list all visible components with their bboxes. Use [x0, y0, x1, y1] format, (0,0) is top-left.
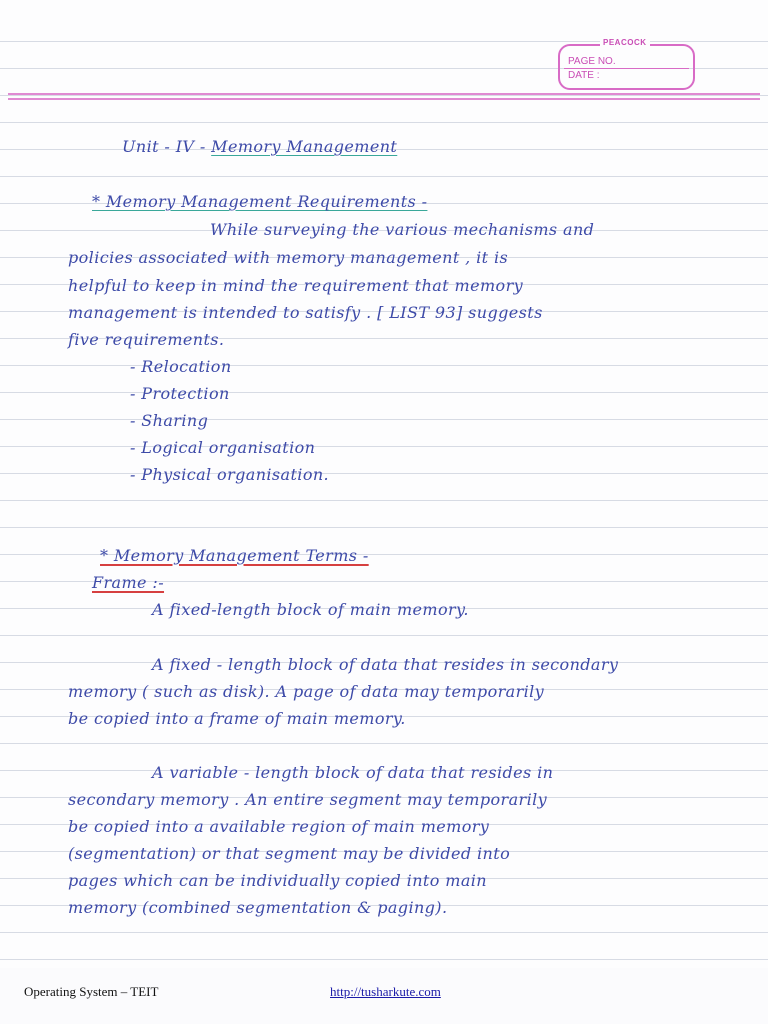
stamp-page-no: PAGE NO. [568, 56, 616, 67]
paragraph-line: be copied into a frame of main memory. [68, 709, 406, 728]
stamp-date: DATE : [568, 70, 600, 81]
unit-prefix: Unit - IV - [122, 137, 212, 156]
paragraph-line: management is intended to satisfy . [ LIST 93] suggests [68, 303, 543, 322]
header-rule-top [8, 93, 760, 95]
paragraph-line: memory ( such as disk). A page of data may temporarily [68, 682, 545, 701]
list-item: - Protection [130, 384, 230, 403]
paragraph-line: A variable - length block of data that resides in [152, 763, 554, 782]
paragraph-line: memory (combined segmentation & paging). [68, 898, 448, 917]
paragraph-line: A fixed - length block of data that resides in secondary [152, 655, 619, 674]
footer-website-link[interactable]: http://tusharkute.com [330, 984, 441, 999]
paragraph-line: policies associated with memory management , it is [68, 248, 509, 267]
list-item: - Relocation [130, 357, 232, 376]
stamp-divider [564, 68, 689, 69]
unit-title [122, 137, 397, 156]
paragraph-line: helpful to keep in mind the requirement that memory [68, 276, 524, 295]
footer-course-title: Operating System – TEIT [24, 984, 159, 999]
paragraph-line: five requirements. [68, 330, 225, 349]
paragraph-line: pages which can be individually copied into main [68, 871, 487, 890]
page-stamp [558, 38, 695, 90]
header-rule-bottom [8, 98, 760, 100]
paragraph-line: secondary memory . An entire segment may temporarily [68, 790, 548, 809]
section-heading-requirements: * Memory Management Requirements - [92, 192, 428, 211]
section-heading-terms: * Memory Management Terms - [100, 546, 369, 565]
list-item: - Sharing [130, 411, 209, 430]
paragraph-line: While surveying the various mechanisms and [210, 220, 595, 239]
stamp-brand: PEACOCK [600, 38, 650, 47]
paragraph-line: be copied into a available region of main memory [68, 817, 490, 836]
list-item: - Physical organisation. [130, 465, 330, 484]
term-frame-label: Frame :- [92, 573, 165, 592]
unit-title-text: Memory Management [211, 137, 398, 156]
paragraph-line: (segmentation) or that segment may be divided into [68, 844, 511, 863]
term-frame-definition: A fixed-length block of main memory. [152, 600, 469, 619]
list-item: - Logical organisation [130, 438, 316, 457]
